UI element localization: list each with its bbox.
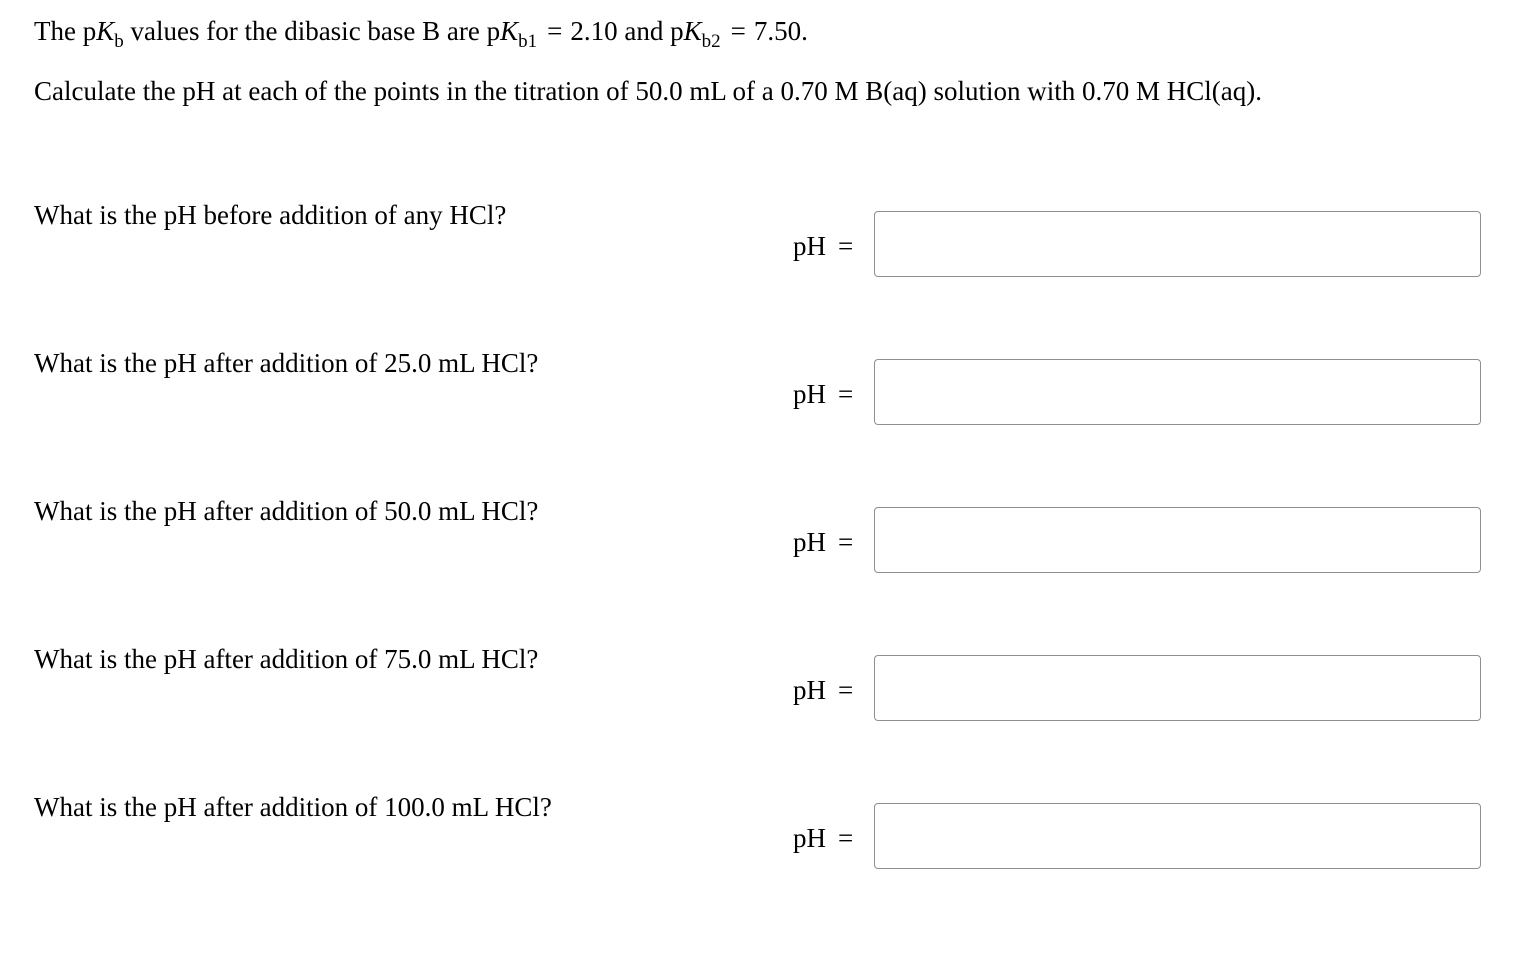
question-4-prompt: What is the pH after addition of 75.0 mL HCl? — [34, 644, 539, 674]
question-1-ph-label — [793, 230, 853, 262]
intro-mid: values for the dibasic base B are p — [123, 16, 501, 46]
pkb2-equals: = — [730, 16, 746, 46]
intro-prefix: The p — [34, 16, 97, 46]
equals-sign: = — [838, 823, 854, 853]
kb-subscript: b — [114, 31, 124, 52]
ph-text: pH — [793, 379, 826, 409]
pkb1-symbol: K — [500, 16, 519, 46]
problem-statement — [34, 15, 808, 52]
question-4-answer-input[interactable] — [874, 655, 1481, 721]
ph-text: pH — [793, 823, 826, 853]
question-5-prompt: What is the pH after addition of 100.0 mL HCl? — [34, 792, 552, 822]
instruction-text: Calculate the pH at each of the points in the titration of 50.0 mL of a 0.70 M B(aq) solution with 0.70 M HCl(aq). — [34, 76, 1263, 106]
equals-sign: = — [838, 527, 854, 557]
pkb1-subscript: b1 — [518, 31, 538, 52]
question-3-prompt: What is the pH after addition of 50.0 mL HCl? — [34, 496, 539, 526]
question-2-prompt: What is the pH after addition of 25.0 mL HCl? — [34, 348, 539, 378]
equals-sign: = — [838, 231, 854, 261]
ph-text: pH — [793, 675, 826, 705]
equals-sign: = — [838, 675, 854, 705]
kb-symbol: K — [96, 16, 115, 46]
question-4-ph-label — [793, 674, 853, 706]
question-5-answer-input[interactable] — [874, 803, 1481, 869]
equals-sign: = — [838, 379, 854, 409]
question-5-ph-label — [793, 822, 853, 854]
question-2-ph-label — [793, 378, 853, 410]
pkb2-subscript: b2 — [701, 31, 721, 52]
question-1-prompt: What is the pH before addition of any HCl? — [34, 200, 507, 230]
and-text: and p — [617, 16, 684, 46]
question-3-answer-input[interactable] — [874, 507, 1481, 573]
question-1-answer-input[interactable] — [874, 211, 1481, 277]
pkb2-value: 7.50. — [753, 16, 808, 46]
pkb2-symbol: K — [683, 16, 702, 46]
pkb1-equals: = — [547, 16, 563, 46]
ph-text: pH — [793, 231, 826, 261]
pkb1-value: 2.10 — [570, 16, 618, 46]
question-2-answer-input[interactable] — [874, 359, 1481, 425]
question-3-ph-label — [793, 526, 853, 558]
ph-text: pH — [793, 527, 826, 557]
